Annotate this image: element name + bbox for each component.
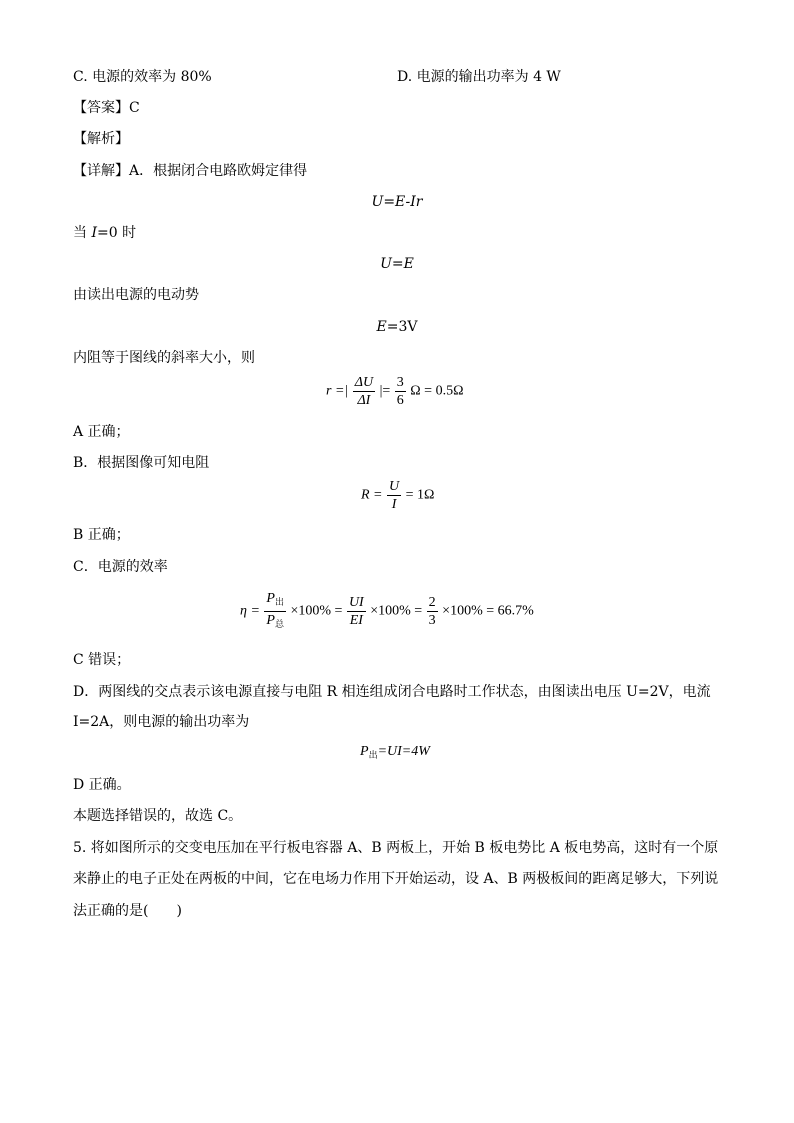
d-correct-text: D 正确。 — [73, 777, 131, 793]
option-c: C. 电源的效率为 80% — [73, 69, 212, 85]
formula-R-lhs: R = — [361, 487, 383, 503]
output-power-subscript: 出 — [368, 750, 378, 760]
fraction-3-6-num: 3 — [396, 375, 404, 390]
formula-efficiency — [240, 590, 534, 633]
fraction-ui-num: UI — [348, 595, 364, 610]
formula-eta-t2: ×100% = — [370, 603, 423, 619]
detail-intro: 【详解】A．根据闭合电路欧姆定律得 — [73, 163, 308, 179]
internal-resistance-text: 内阻等于图线的斜率大小，则 — [73, 350, 255, 366]
formula-output-power — [360, 744, 430, 761]
formula-internal-resistance — [326, 374, 464, 409]
equation-e-rest: =3V — [386, 319, 418, 335]
b-intro-text: B．根据图像可知电阻 — [73, 455, 210, 471]
fraction-u-i-den: I — [391, 497, 397, 512]
formula-r-mid: |= — [379, 383, 391, 399]
formula-R-rhs: = 1Ω — [405, 487, 435, 503]
answer-label: 【答案】C — [73, 100, 140, 116]
power-total-symbol: P — [266, 613, 275, 628]
output-power-symbol: P — [360, 744, 369, 759]
when-i-zero — [73, 224, 136, 242]
d-line1: D．两图线的交点表示该电源直接与电阻 R 相连组成闭合电路时工作状态，由图读出电压 U=2V，电流 — [73, 684, 711, 700]
power-out-symbol: P — [266, 591, 275, 606]
formula-eta-t3: ×100% = 66.7% — [442, 603, 534, 619]
output-power-rest: =UI=4W — [377, 744, 430, 759]
fraction-ui-ei — [347, 594, 366, 629]
c-wrong-text: C 错误； — [73, 652, 131, 668]
fraction-2-3-num: 2 — [428, 595, 436, 610]
fraction-delta-num: ΔU — [354, 375, 374, 390]
formula-r-rhs: Ω = 0.5Ω — [410, 383, 464, 399]
option-d: D. 电源的输出功率为 4 W — [397, 69, 561, 85]
formula-resistance — [361, 478, 434, 513]
when-i-zero-pre: 当 — [73, 225, 92, 241]
formula-eta-lhs: η = — [240, 603, 260, 619]
equation-u-e-text: U=E — [380, 256, 414, 272]
d-line2: I=2A，则电源的输出功率为 — [73, 714, 250, 730]
analysis-heading: 【解析】 — [73, 131, 129, 147]
conclusion-text: 本题选择错误的，故选 C。 — [73, 808, 243, 824]
a-correct-text: A 正确； — [73, 424, 130, 440]
read-emf-text: 由读出电源的电动势 — [73, 287, 199, 303]
fraction-2-3 — [427, 594, 438, 629]
fraction-u-i — [387, 478, 401, 513]
power-total-subscript: 总 — [274, 619, 284, 629]
fraction-3-6 — [395, 374, 406, 409]
question5-line2: 来静止的电子正处在两板的中间，它在电场力作用下开始运动，设 A、B 两极板间的距离足够大，下列说 — [73, 871, 719, 887]
fraction-u-i-num: U — [389, 479, 400, 494]
equation-u-e — [0, 255, 794, 273]
fraction-power-ratio — [264, 590, 286, 633]
c-intro-text: C．电源的效率 — [73, 559, 168, 575]
equation-e-var: E — [376, 319, 387, 335]
question5-line3: 法正确的是( ) — [73, 903, 182, 919]
equation-u-e-ir — [0, 193, 794, 211]
fraction-ei-den: EI — [349, 613, 363, 628]
fraction-delta — [353, 374, 375, 409]
fraction-2-3-den: 3 — [428, 613, 436, 628]
b-correct-text: B 正确； — [73, 527, 130, 543]
when-i-zero-post: =0 时 — [96, 225, 137, 241]
fraction-3-6-den: 6 — [396, 393, 404, 408]
power-out-subscript: 出 — [274, 597, 284, 607]
equation-e-3v — [0, 318, 794, 336]
formula-eta-t1: ×100% = — [290, 603, 343, 619]
question5-line1: 5. 将如图所示的交变电压加在平行板电容器 A、B 两板上，开始 B 板电势比 A 板电势高，这时有一个原 — [73, 840, 719, 856]
fraction-delta-den: ΔI — [357, 393, 371, 408]
when-i-zero-var: I — [91, 225, 97, 241]
equation-u-e-ir-text: U=E-Ir — [371, 194, 423, 210]
formula-r-lhs: r =| — [326, 383, 349, 399]
